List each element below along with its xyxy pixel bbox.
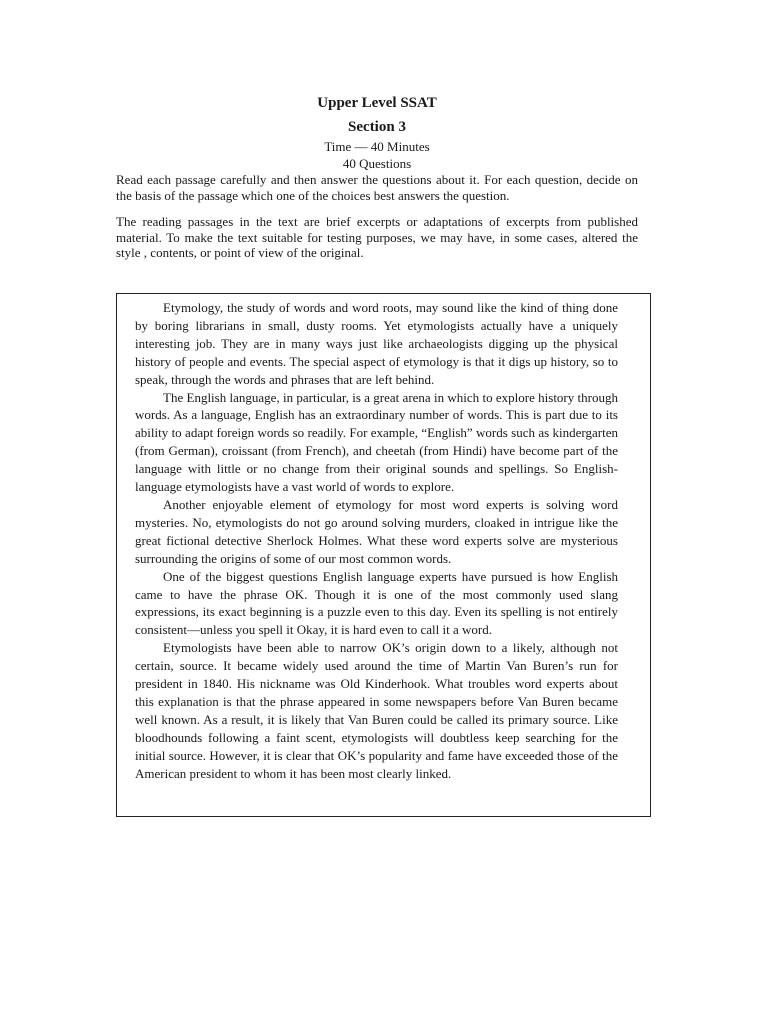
reading-passage	[135, 299, 618, 782]
passage-paragraph: Etymology, the study of words and word roots, may sound like the kind of thing done by boring librarians in small, dusty rooms. Yet etymologists actually have a uniquely interesting job. They are in many ways just like archaeologists digging up the physical history of people and events. The special aspect of etymology is that it digs up history, so to speak, through the words and phrases that are left behind.	[135, 300, 618, 387]
passage-paragraph: The English language, in particular, is a great arena in which to explore history through words. As a language, English has an extraordinary number of words. This is part due to its ability to adapt foreign words so readily. For example, “English” words such as kindergarten (from German), croissant (from French), and cheetah (from Hindi) have become part of the language with little or no change from their original sounds and spellings. So English-language etymologists have a vast world of words to explore.	[135, 389, 618, 495]
instructions-paragraph: Read each passage carefully and then answer the questions about it. For each question, decide on the basis of the passage which one of the choices best answers the question.	[116, 172, 638, 203]
passage-paragraph: Etymologists have been able to narrow OK’s origin down to a likely, although not certain, source. It became widely used around the time of Martin Van Buren’s run for president in 1840. His nickname was Old Kinderhook. What troubles word experts about this explanation is that the phrase appeared in some newspapers before Van Buren became well known. As a result, it is likely that Van Buren could be called its primary source. Like bloodhounds following a faint scent, etymologists will doubtless keep searching for the initial source. However, it is clear that OK’s popularity and fame have exceeded those of the American president to whom it has been most clearly linked.	[135, 640, 618, 781]
test-header	[116, 94, 638, 261]
section-title: Section 3	[348, 119, 406, 135]
page-title: Upper Level SSAT	[317, 95, 437, 111]
passage-paragraph: Another enjoyable element of etymology for most word experts is solving word mysteries. No, etymologists do not go around solving murders, cloaked in intrigue like the great fictional detective Sherlock Holmes. What these word experts solve are mysterious surrounding the origins of some of our most common words.	[135, 496, 618, 566]
passage-paragraph: One of the biggest questions English language experts have pursued is how English came to have the phrase OK. Though it is one of the most commonly used slang expressions, its exact beginning is a puzzle even to this day. Even its spelling is not entirely consistent—unless you spell it Okay, it is hard even to call it a word.	[135, 568, 618, 638]
time-limit: Time — 40 Minutes	[324, 139, 430, 154]
question-count: 40 Questions	[342, 156, 412, 171]
disclaimer-paragraph: The reading passages in the text are brief excerpts or adaptations of excerpts from published material. To make the text suitable for testing purposes, we may have, in some cases, altered the style , contents, or point of view of the original.	[116, 214, 638, 261]
reading-passage-box	[116, 293, 651, 817]
